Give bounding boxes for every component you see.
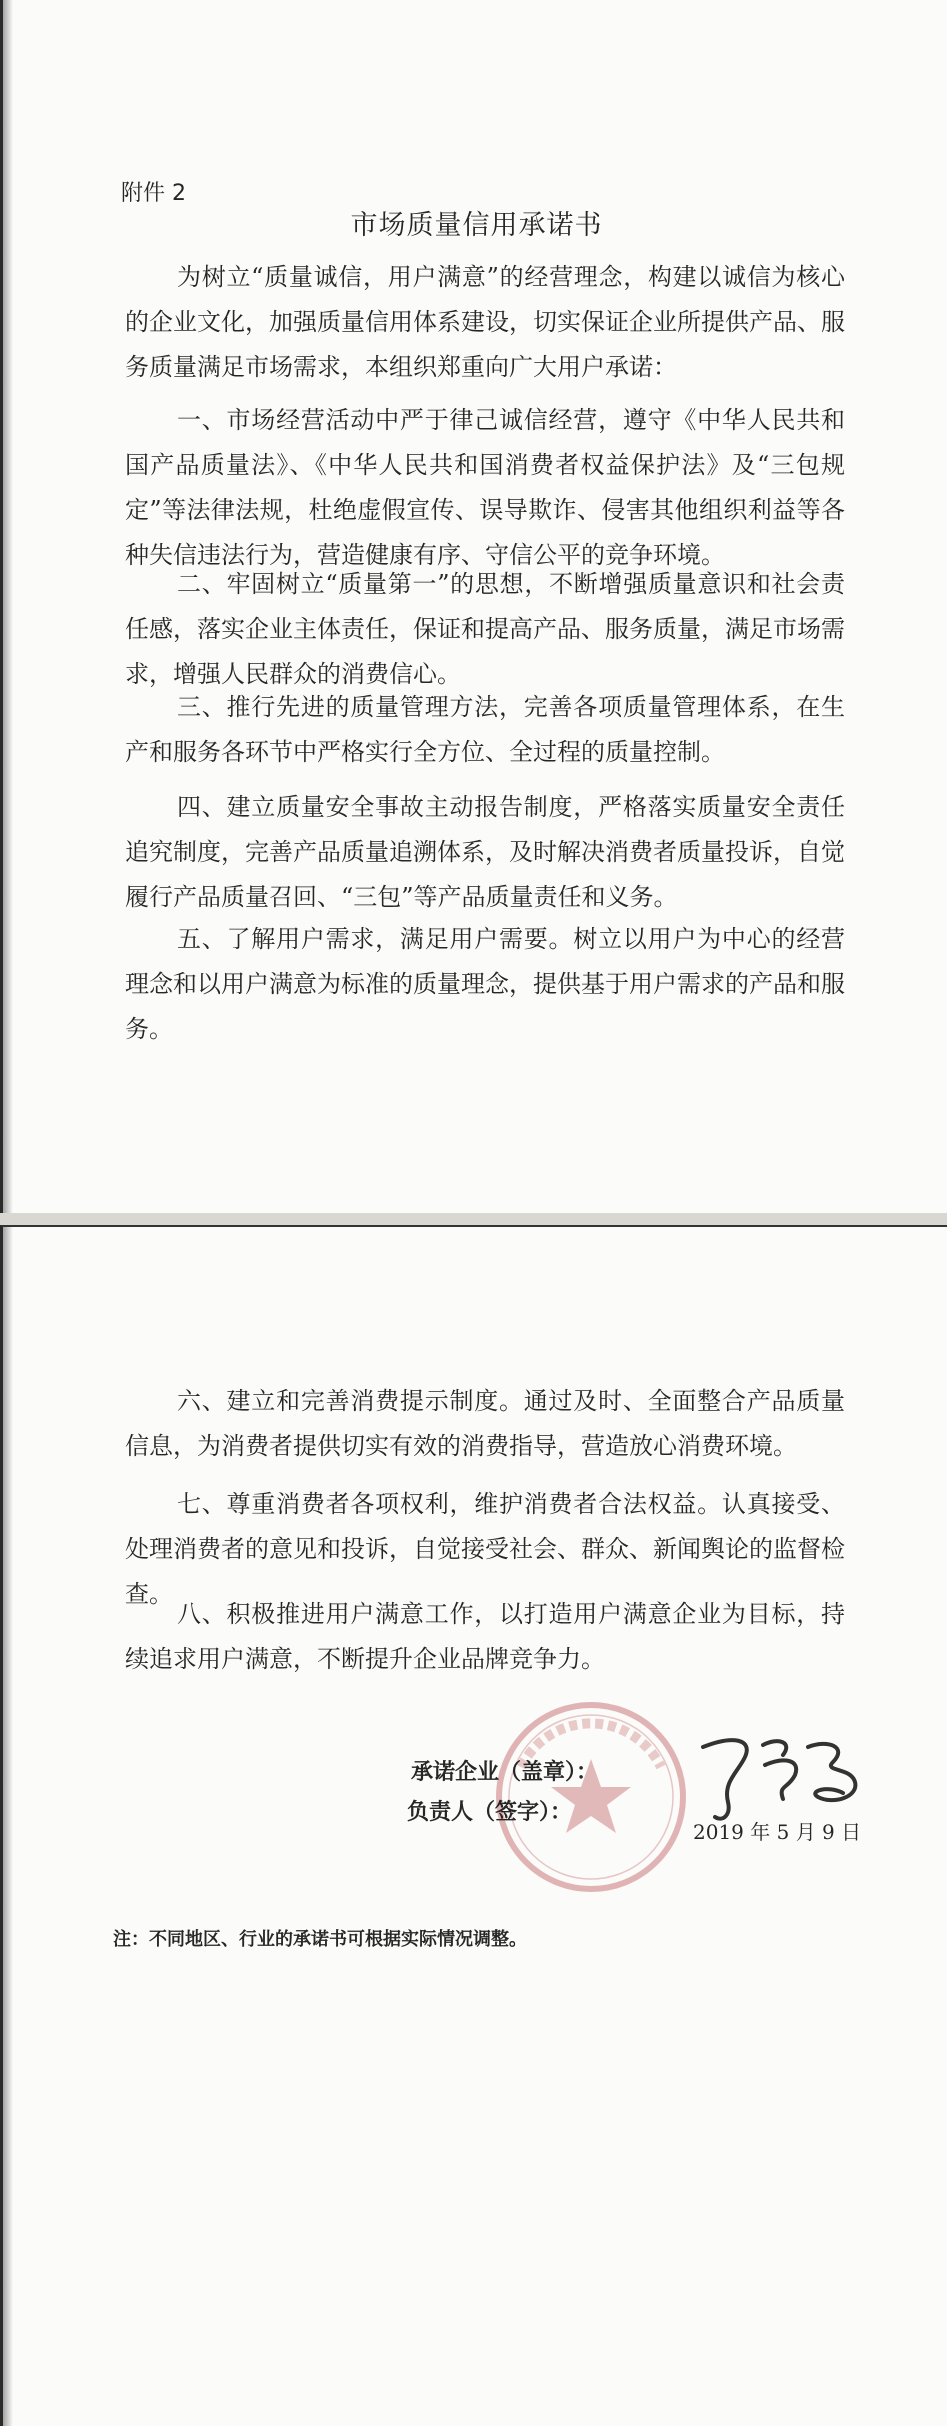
- responsible-person-label: 负责人（签字）：: [407, 1799, 573, 1825]
- commitment-paragraph-6: 六、建立和完善消费提示制度。通过及时、全面整合产品质量信息，为消费者提供切实有效的消费指导，营造放心消费环境。: [125, 1387, 845, 1460]
- commitment-paragraph-7: 七、尊重消费者各项权利，维护消费者合法权益。认真接受、处理消费者的意见和投诉，自觉接受社会、群众、新闻舆论的监督检查。: [125, 1490, 845, 1608]
- commitment-paragraph-1: 一、市场经营活动中严于律己诚信经营，遵守《中华人民共和国产品质量法》、《中华人民共和国消费者权益保护法》及“三包规定”等法律法规，杜绝虚假宣传、误导欺诈、侵害其他组织利益等各种失信违法行为，营造健康有序、守信公平的竞争环境。: [125, 406, 845, 569]
- commitment-paragraph-4: 四、建立质量安全事故主动报告制度，严格落实质量安全责任追究制度，完善产品质量追溯体系，及时解决消费者质量投诉，自觉履行产品质量召回、“三包”等产品质量责任和义务。: [125, 793, 845, 911]
- scan-edge-shadow: [3, 1227, 13, 2426]
- footnote: 注：不同地区、行业的承诺书可根据实际情况调整。: [113, 1929, 527, 1950]
- handwritten-signature: [683, 1727, 873, 1827]
- committed-company-label: 承诺企业（盖章）：: [411, 1759, 599, 1785]
- attachment-label: 附件 2: [121, 181, 186, 206]
- commitment-paragraph-5: 五、了解用户需求，满足用户需要。树立以用户为中心的经营理念和以用户满意为标准的质量理念，提供基于用户需求的产品和服务。: [125, 925, 845, 1043]
- commitment-paragraph-3: 三、推行先进的质量管理方法，完善各项质量管理体系，在生产和服务各环节中严格实行全方位、全过程的质量控制。: [125, 693, 845, 766]
- document-page-2: [0, 1225, 947, 2426]
- document-title: 市场质量信用承诺书: [350, 210, 603, 241]
- commitment-paragraph-2: 二、牢固树立“质量第一”的思想，不断增强质量意识和社会责任感，落实企业主体责任，保证和提高产品、服务质量，满足市场需求，增强人民群众的消费信心。: [125, 570, 845, 688]
- scan-edge-shadow: [3, 0, 13, 1215]
- signing-date: 2019 年 5 月 9 日: [693, 1820, 862, 1844]
- commitment-paragraph-8: 八、积极推进用户满意工作，以打造用户满意企业为目标，持续追求用户满意，不断提升企业品牌竞争力。: [125, 1600, 845, 1673]
- intro-paragraph: 为树立“质量诚信，用户满意”的经营理念，构建以诚信为核心的企业文化，加强质量信用体系建设，切实保证企业所提供产品、服务质量满足市场需求，本组织郑重向广大用户承诺：: [125, 263, 845, 381]
